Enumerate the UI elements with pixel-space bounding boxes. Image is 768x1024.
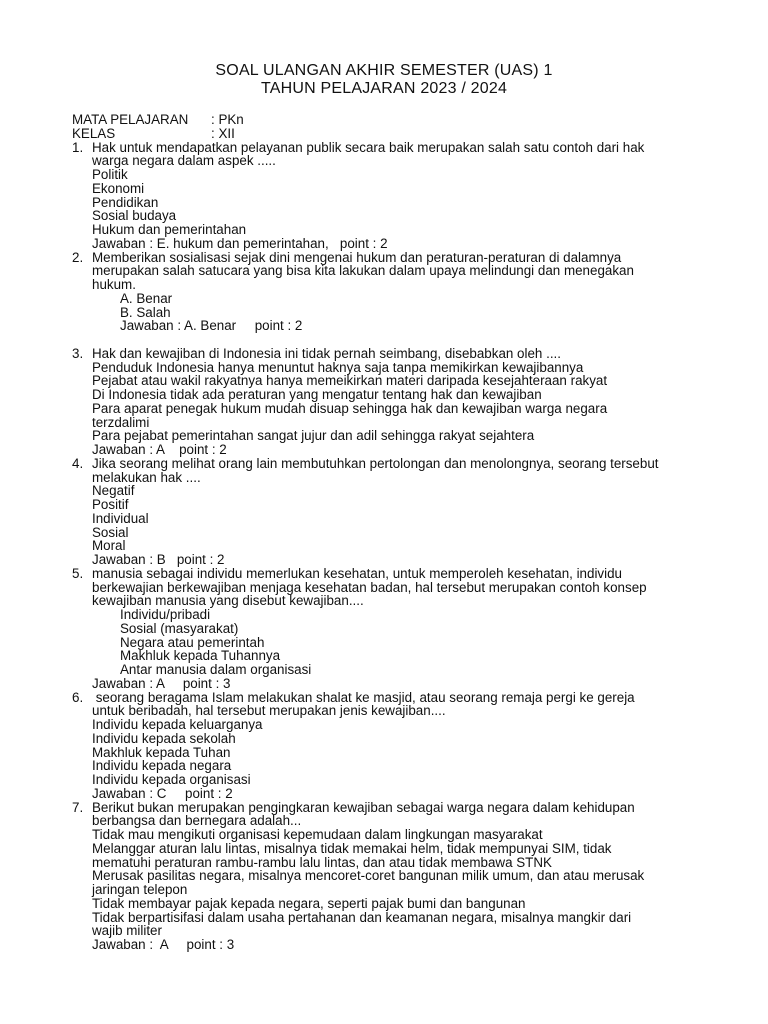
answer-option: Melanggar aturan lalu lintas, misalnya tidak memakai helm, tidak mempunyai SIM, tidak xyxy=(92,840,612,856)
answer-option: jaringan telepon xyxy=(92,882,188,897)
answer-option: Politik xyxy=(92,167,128,182)
answer-option: Para pejabat pemerintahan sangat jujur dan adil sehingga rakyat sejahtera xyxy=(92,428,535,444)
question-text: untuk beribadah, hal tersebut merupakan jenis kewajiban.... xyxy=(92,703,446,719)
answer-option: Makhluk kepada Tuhannya xyxy=(120,648,281,664)
answer-key: Jawaban : B point : 2 xyxy=(92,552,225,567)
question-text: Hak untuk mendapatkan pelayanan publik secara baik merupakan salah satu contoh dari hak xyxy=(92,139,645,155)
question-text: kewajiban manusia yang disebut kewajiban.... xyxy=(92,593,364,609)
exam-content xyxy=(72,113,712,952)
answer-option: Positif xyxy=(92,497,129,512)
answer-option: Sosial (masyarakat) xyxy=(120,620,239,636)
answer-option: Individu kepada sekolah xyxy=(92,730,236,746)
question-4 xyxy=(72,457,712,567)
question-text: berkewajian berkewajiban menjaga kesehatan badan, hal tersebut merupakan contoh konsep xyxy=(92,579,647,595)
question-number: 1. xyxy=(72,139,84,155)
question-text: warga negara dalam aspek ..... xyxy=(92,153,276,169)
answer-option: Negara atau pemerintah xyxy=(120,634,265,650)
answer-key: Jawaban : C point : 2 xyxy=(92,785,233,801)
answer-option: Di Indonesia tidak ada peraturan yang mengatur tentang hak dan kewajiban xyxy=(92,387,542,402)
answer-key: Jawaban : A. Benar point : 2 xyxy=(120,318,303,334)
answer-option: wajib militer xyxy=(92,923,162,939)
answer-option: Tidak membayar pajak kepada negara, seperti pajak bumi dan bangunan xyxy=(92,895,526,911)
answer-key: Jawaban : A point : 3 xyxy=(92,937,235,952)
question-text: Berikut bukan merupakan pengingkaran kewajiban sebagai warga negara dalam kehidupan xyxy=(92,799,635,815)
answer-key: Jawaban : A point : 3 xyxy=(92,675,231,691)
question-5 xyxy=(72,567,712,691)
answer-option: Pendidikan xyxy=(92,194,159,210)
meta-subject xyxy=(72,113,712,127)
question-number: 3. xyxy=(72,345,84,361)
question-text: merupakan salah satucara yang bisa kita lakukan dalam upaya melindungi dan menegakan xyxy=(92,263,634,279)
answer-option: mematuhi peraturan rambu-rambu lalu lintas, dan atau tidak membawa STNK xyxy=(92,854,552,870)
answer-option: Individu kepada keluarganya xyxy=(92,717,263,732)
document-title-line2: TAHUN PELAJARAN 2023 / 2024 xyxy=(260,80,508,97)
answer-option: Tidak berpartisifasi dalam usaha pertahanan dan keamanan negara, misalnya mangkir dari xyxy=(92,909,632,925)
answer-option: Individu kepada negara xyxy=(92,758,232,774)
answer-option: Sosial budaya xyxy=(92,208,177,224)
answer-option: Sosial xyxy=(92,524,129,540)
question-number: 2. xyxy=(72,249,84,265)
question-1 xyxy=(72,141,712,251)
answer-option: Para aparat penegak hukum mudah disuap sehingga hak dan kewajiban warga negara xyxy=(92,400,608,416)
meta-value: : PKn xyxy=(211,112,244,127)
meta-class xyxy=(72,127,712,141)
answer-option: Antar manusia dalam organisasi xyxy=(120,662,312,677)
question-text: Jika seorang melihat orang lain membutuhkan pertolongan dan menolongnya, seorang tersebut xyxy=(92,455,659,471)
question-text: melakukan hak .... xyxy=(92,469,201,485)
answer-option: Negatif xyxy=(92,483,135,499)
answer-option: Ekonomi xyxy=(92,180,145,196)
blank-line xyxy=(72,333,712,347)
answer-option: Individu/pribadi xyxy=(120,607,211,622)
answer-option: terzdalimi xyxy=(92,414,150,430)
question-number: 7. xyxy=(72,799,84,815)
answer-key: Jawaban : E. hukum dan pemerintahan, point : 2 xyxy=(92,235,388,251)
question-number: 4. xyxy=(72,455,84,471)
question-text: hukum. xyxy=(92,277,136,292)
answer-key: Jawaban : A point : 2 xyxy=(92,442,227,457)
answer-option: Moral xyxy=(92,538,126,554)
meta-value: : XII xyxy=(211,125,235,141)
answer-option: Hukum dan pemerintahan xyxy=(92,222,247,237)
question-number: 5. xyxy=(72,565,84,581)
answer-option: Pejabat atau wakil rakyatnya hanya memeikirkan materi daripada kesejahteraan rakyat xyxy=(92,373,608,389)
answer-option: Merusak pasilitas negara, misalnya mencoret-coret bangunan milik umum, dan atau merusak xyxy=(92,868,645,884)
answer-option: Makhluk kepada Tuhan xyxy=(92,744,231,760)
answer-option: Individual xyxy=(92,510,149,526)
meta-label: MATA PELAJARAN xyxy=(72,112,189,127)
answer-option: Tidak mau mengikuti organisasi kepemudaan dalam lingkungan masyarakat xyxy=(92,827,543,842)
answer-option: Penduduk Indonesia hanya menuntut haknya saja tanpa memikirkan kewajibannya xyxy=(92,359,584,375)
question-3 xyxy=(72,347,712,457)
question-6 xyxy=(72,691,712,801)
question-7 xyxy=(72,801,712,952)
question-number: 6. xyxy=(72,689,84,705)
question-text: Hak dan kewajiban di Indonesia ini tidak pernah seimbang, disebabkan oleh .... xyxy=(92,345,561,361)
answer-option: Individu kepada organisasi xyxy=(92,772,251,787)
answer-option: A. Benar xyxy=(120,290,173,306)
meta-label: KELAS xyxy=(72,125,116,141)
question-2 xyxy=(72,251,712,334)
document-title-line1: SOAL ULANGAN AKHIR SEMESTER (UAS) 1 xyxy=(215,62,553,79)
question-text: Memberikan sosialisasi sejak dini mengenai hukum dan peraturan-peraturan di dalamnya xyxy=(92,249,622,265)
question-text: berbangsa dan bernegara adalah... xyxy=(92,813,302,829)
answer-option: B. Salah xyxy=(120,304,171,320)
question-text: manusia sebagai individu memerlukan kesehatan, untuk memperoleh kesehatan, individu xyxy=(92,565,622,581)
question-text: seorang beragama Islam melakukan shalat ke masjid, atau seorang remaja pergi ke gereja xyxy=(92,689,635,705)
